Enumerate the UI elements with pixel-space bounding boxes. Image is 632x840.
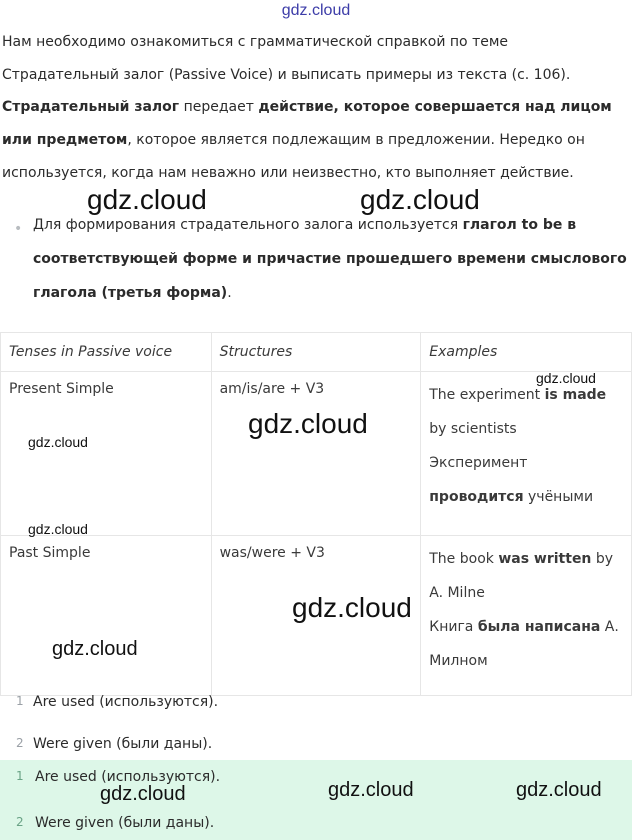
example-ru xyxy=(429,610,631,644)
table-cell-examples xyxy=(421,536,632,696)
definition-line-2 xyxy=(2,124,624,157)
tense-label: Past Simple xyxy=(9,545,91,561)
watermark: gdz.cloud xyxy=(516,779,602,801)
bullet-text-2: . xyxy=(227,285,232,301)
list-item xyxy=(0,736,632,756)
example-ru-text: Книга xyxy=(429,619,478,635)
watermark: gdz.cloud xyxy=(536,370,596,386)
watermark: gdz.cloud xyxy=(100,783,186,805)
example-en-text: The book xyxy=(429,551,499,567)
definition-text-1: передает xyxy=(179,99,259,115)
header-watermark: gdz.cloud xyxy=(281,2,351,19)
example-en-end: by scientists xyxy=(429,421,517,437)
bullet-bold-3: глагола (третья форма) xyxy=(33,285,228,301)
watermark: gdz.cloud xyxy=(292,592,412,623)
watermark: gdz.cloud xyxy=(360,184,480,215)
answer-text: Were given (были даны). xyxy=(35,815,215,831)
answer-item xyxy=(0,815,632,835)
definition-bold-1: действие, которое совершается над лицом xyxy=(258,99,612,115)
tense-label: Present Simple xyxy=(9,381,114,397)
watermark: gdz.cloud xyxy=(248,408,368,439)
bullet-bold-2: соответствующей форме и причастие прошедшего времени смыслового xyxy=(33,251,627,267)
example-ru-end-2: Милном xyxy=(429,653,488,669)
intro-line-1: Нам необходимо ознакомиться с грамматической справкой по теме xyxy=(2,34,509,50)
definition-bold-2: или предметом xyxy=(2,132,128,148)
list-text: Are used (используются). xyxy=(33,694,219,710)
example-ru-text: Эксперимент xyxy=(429,455,528,471)
example-ru xyxy=(429,480,631,514)
bullet-text-1: Для формирования страдательного залога используется xyxy=(33,217,463,233)
watermark: gdz.cloud xyxy=(28,521,88,537)
bullet-text xyxy=(33,208,627,310)
definition-line-3: используется, когда нам неважно или неизвестно, кто выполняет действие. xyxy=(2,165,574,181)
example-en xyxy=(429,378,631,412)
watermark: gdz.cloud xyxy=(28,434,88,450)
example-en-bold: was written xyxy=(498,551,592,567)
table-cell-examples xyxy=(421,372,632,536)
definition-line-1 xyxy=(2,91,624,124)
list-number: 2 xyxy=(16,736,24,750)
watermark: gdz.cloud xyxy=(87,184,207,215)
table-header-row xyxy=(1,333,632,372)
answer-text: Are used (используются). xyxy=(35,769,221,785)
intro-line-2: Страдательный залог (Passive Voice) и выписать примеры из текста (с. 106). xyxy=(2,67,571,83)
definition-term: Страдательный залог xyxy=(2,99,180,115)
table-cell-tense xyxy=(1,536,212,696)
answer-number: 1 xyxy=(16,769,24,783)
list-number: 1 xyxy=(16,694,24,708)
example-en-bold: is made xyxy=(544,387,607,403)
watermark: gdz.cloud xyxy=(52,638,138,660)
table-cell-tense xyxy=(1,372,212,536)
table-row xyxy=(1,372,632,536)
table-header-structures: Structures xyxy=(211,333,421,372)
bullet-dot: • xyxy=(14,221,23,237)
example-ru-bold: была написана xyxy=(477,619,601,635)
table-header-tenses: Tenses in Passive voice xyxy=(1,333,212,372)
example-ru-end: А. xyxy=(600,619,619,635)
example-ru-end: учёными xyxy=(523,489,594,505)
answer-number: 2 xyxy=(16,815,24,829)
table-header-examples: Examples xyxy=(421,333,632,372)
list-text: Were given (были даны). xyxy=(33,736,213,752)
example-en-text: The experiment xyxy=(429,387,545,403)
example-en xyxy=(429,542,631,576)
list-item xyxy=(0,694,632,714)
definition-text-2: , которое является подлежащим в предложении. Нередко он xyxy=(127,132,585,148)
table-cell-structure xyxy=(211,372,421,536)
bullet-bold-1: глагол to be в xyxy=(462,217,577,233)
example-en-end: by xyxy=(591,551,614,567)
example-en-end-2: A. Milne xyxy=(429,585,485,601)
example-ru-bold: проводится xyxy=(429,489,524,505)
watermark: gdz.cloud xyxy=(328,779,414,801)
structure-label: was/were + V3 xyxy=(219,545,325,561)
structure-label: am/is/are + V3 xyxy=(219,381,325,397)
